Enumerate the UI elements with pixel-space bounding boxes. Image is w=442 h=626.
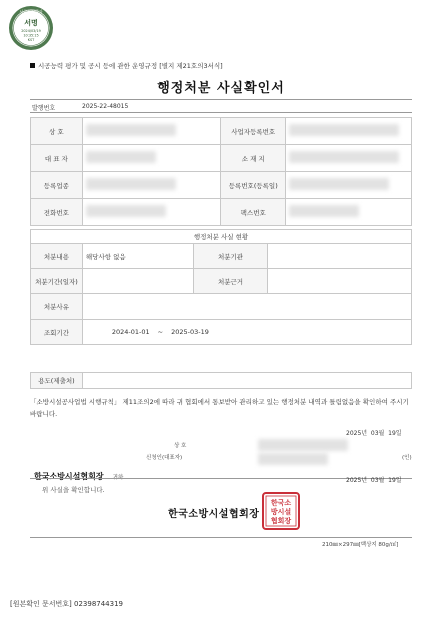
usage-label: 용도(제출처) (31, 373, 83, 389)
svg-text:KST: KST (27, 38, 35, 42)
svg-text:2024/03/19: 2024/03/19 (21, 29, 41, 33)
registration-no-label: 등록번호(등록일) (221, 172, 286, 199)
recipient (34, 464, 123, 483)
biz-reg-no-value (286, 118, 412, 145)
query-to: 2025-03-19 (171, 328, 209, 336)
disposition-period-value (82, 269, 193, 294)
request-date (346, 428, 402, 437)
paper-spec: 210㎜×297㎜[백상지 80g/㎡] (322, 542, 399, 548)
biz-reg-no-label: 사업자등록번호 (221, 118, 286, 145)
svg-text:방시설: 방시설 (270, 508, 292, 516)
document-number-label: 발행번호 (32, 105, 56, 112)
document-title: 행정처분 사실확인서 (157, 81, 285, 96)
bullet-square-icon (30, 63, 35, 68)
redacted-block (86, 178, 176, 190)
request-date-year: 2025년 (346, 430, 368, 437)
redacted-block (289, 151, 399, 163)
disposition-content-value: 해당사항 없음 (82, 244, 193, 269)
query-period-value (82, 320, 411, 345)
applicant-seal-mark: (인) (402, 455, 412, 461)
ceo-label: 대 표 자 (31, 145, 83, 172)
disposition-content-label: 처분내용 (31, 244, 83, 269)
usage-value (82, 373, 411, 389)
disposition-reason-value (82, 294, 411, 320)
svg-text:한국소: 한국소 (270, 499, 292, 507)
form-reference-text: 시공능력 평가 및 공시 등에 관한 운영규정 [별지 제21호의3서식] (38, 62, 223, 70)
company-info-table (30, 117, 412, 226)
query-from: 2024-01-01 (111, 328, 150, 336)
document-number-value: 2025-22-48015 (82, 103, 129, 110)
usage-table (30, 372, 412, 389)
redacted-block (289, 124, 399, 136)
phone-value (82, 199, 221, 226)
company-name-label: 상 호 (31, 118, 83, 145)
applicant-company-label: 상 호 (174, 443, 187, 449)
bottom-divider (30, 537, 412, 538)
official-seal (262, 492, 300, 530)
disposition-reason-label: 처분사유 (31, 294, 83, 320)
svg-text:시공능력평가: 시공능력평가 (19, 9, 43, 14)
address-label: 소 재 지 (221, 145, 286, 172)
svg-text:서명: 서명 (24, 19, 38, 27)
fax-label: 팩스번호 (221, 199, 286, 226)
confirm-date (346, 475, 402, 484)
disposition-basis-label: 처분근거 (193, 269, 268, 294)
fax-value (286, 199, 412, 226)
redacted-block (258, 453, 328, 465)
registration-no-value (286, 172, 412, 199)
disposition-basis-value (268, 269, 412, 294)
svg-text:10:35:15: 10:35:15 (23, 33, 39, 38)
issuer-name: 한국소방시설협회장 (168, 509, 260, 520)
applicant-person-value (258, 450, 328, 469)
disposition-status-table (30, 229, 412, 345)
query-period-label: 조회기간 (31, 320, 83, 345)
redacted-block (289, 205, 359, 217)
confirm-date-year: 2025년 (346, 477, 368, 484)
recipient-org: 한국소방시설협회장 (34, 472, 104, 481)
ceo-value (82, 145, 221, 172)
request-date-month: 03월 (370, 430, 385, 437)
redacted-block (86, 205, 166, 217)
address-value (286, 145, 412, 172)
registered-type-value (82, 172, 221, 199)
disposition-agency-label: 처분기관 (193, 244, 268, 269)
confirm-text: 위 사실을 확인합니다. (42, 486, 105, 494)
redacted-block (86, 124, 176, 136)
redacted-block (289, 178, 389, 190)
phone-label: 전화번호 (31, 199, 83, 226)
confirm-date-day: 19일 (388, 477, 402, 484)
document-number-row (30, 99, 412, 113)
disposition-agency-value (268, 244, 412, 269)
request-date-day: 19일 (388, 430, 402, 437)
recipient-suffix: 귀하 (112, 475, 124, 481)
disposition-period-label: 처분기간(일자) (31, 269, 83, 294)
registered-type-label: 등록업종 (31, 172, 83, 199)
redacted-block (86, 151, 156, 163)
original-doc-number: [원본확인 문서번호] 02398744319 (10, 600, 123, 608)
applicant-person-label: 신청인(대표자) (146, 455, 183, 461)
status-header: 행정처분 사실 현황 (31, 230, 412, 244)
confirm-date-month: 03월 (370, 477, 385, 484)
form-reference (30, 61, 223, 70)
company-name-value (82, 118, 221, 145)
notice-paragraph: 「소방시설공사업법 시행규칙」 제11조의2에 따라 귀 협회에서 통보받아 관리하고 있는 행정처분 내역과 틀림없음을 확인하여 주시기 바랍니다. (30, 398, 409, 418)
query-dash: ~ (157, 328, 164, 336)
svg-text:협회장: 협회장 (270, 517, 292, 525)
signature-seal (8, 5, 54, 51)
